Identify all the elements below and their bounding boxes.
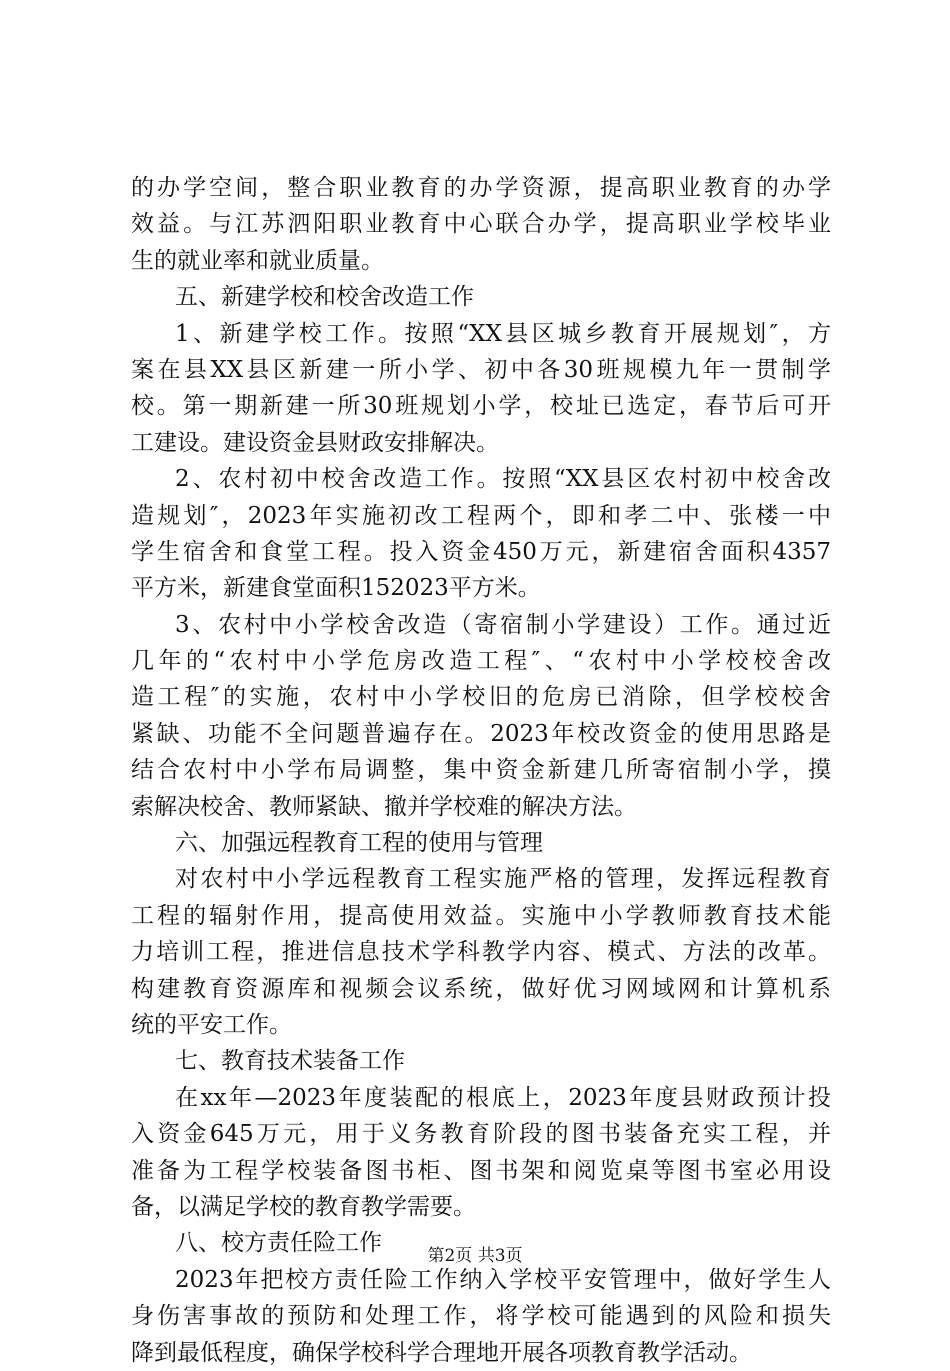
body-line: 学生宿舍和食堂工程。投入资金450万元，新建宿舍面积4357 — [131, 538, 831, 565]
body-line: 备，以满足学校的教育教学需要。 — [131, 1193, 476, 1220]
paragraph-first-line: 1、新建学校工作。按照“XX县区城乡教育开展规划″，方 — [175, 320, 831, 347]
paragraph-first-line: 3、农村中小学校舍改造（寄宿制小学建设）工作。通过近 — [175, 611, 831, 638]
body-line: 工程的辐射作用，提高使用效益。实施中小学教师教育技术能 — [131, 902, 831, 929]
paragraph-first-line: 2023年把校方责任险工作纳入学校平安管理中，做好学生人 — [175, 1266, 831, 1293]
section-heading: 六、加强远程教育工程的使用与管理 — [175, 830, 543, 857]
paragraph-first-line: 在xx年—2023年度装配的根底上，2023年度县财政预计投 — [175, 1084, 831, 1111]
paragraph-first-line: 对农村中小学远程教育工程实施严格的管理，发挥远程教育 — [175, 866, 831, 893]
body-line: 统的平安工作。 — [131, 1011, 292, 1038]
body-line: 造规划″，2023年实施初改工程两个，即和孝二中、张楼一中 — [131, 502, 831, 529]
body-line: 平方米，新建食堂面积152023平方米。 — [131, 575, 541, 602]
section-heading: 八、校方责任险工作 — [175, 1230, 382, 1257]
section-heading: 五、新建学校和校舍改造工作 — [175, 284, 474, 311]
body-line: 构建教育资源库和视频会议系统，做好优习网域网和计算机系 — [131, 975, 831, 1002]
body-line: 入资金645万元，用于义务教育阶段的图书装备充实工程，并 — [131, 1121, 831, 1148]
body-line: 降到最低程度，确保学校科学合理地开展各项教育教学活动。 — [131, 1339, 752, 1366]
paragraph-first-line: 2、农村初中校舍改造工作。按照“XX县区农村初中校舍改 — [175, 466, 831, 493]
page-number-footer: 第2页 共3页 — [427, 1246, 523, 1266]
body-line: 效益。与江苏泗阳职业教育中心联合办学，提高职业学校毕业 — [131, 211, 831, 238]
body-line: 力培训工程，推进信息技术学科教学内容、模式、方法的改革。 — [131, 939, 831, 966]
document-body — [131, 170, 831, 1371]
body-line: 紧缺、功能不全问题普遍存在。2023年校改资金的使用思路是 — [131, 720, 831, 747]
body-line: 身伤害事故的预防和处理工作，将学校可能遇到的风险和损失 — [131, 1303, 831, 1330]
body-line: 准备为工程学校装备图书柜、图书架和阅览桌等图书室必用设 — [131, 1157, 831, 1184]
body-line: 几年的“农村中小学危房改造工程″、“农村中小学校校舍改 — [131, 648, 831, 675]
body-line: 校。第一期新建一所30班规划小学，校址已选定，春节后可开 — [131, 393, 831, 420]
section-heading: 七、教育技术装备工作 — [175, 1048, 405, 1075]
body-line: 索解决校舍、教师紧缺、撤并学校难的解决方法。 — [131, 793, 637, 820]
body-line: 结合农村中小学布局调整，集中资金新建几所寄宿制小学，摸 — [131, 757, 831, 784]
body-line: 案在县XX县区新建一所小学、初中各30班规模九年一贯制学 — [131, 356, 831, 383]
body-line: 的办学空间，整合职业教育的办学资源，提高职业教育的办学 — [131, 175, 831, 201]
body-line: 生的就业率和就业质量。 — [131, 247, 384, 274]
body-line: 造工程″的实施，农村中小学校旧的危房已消除，但学校校舍 — [131, 684, 831, 711]
body-line: 工建设。建设资金县财政安排解决。 — [131, 429, 499, 456]
